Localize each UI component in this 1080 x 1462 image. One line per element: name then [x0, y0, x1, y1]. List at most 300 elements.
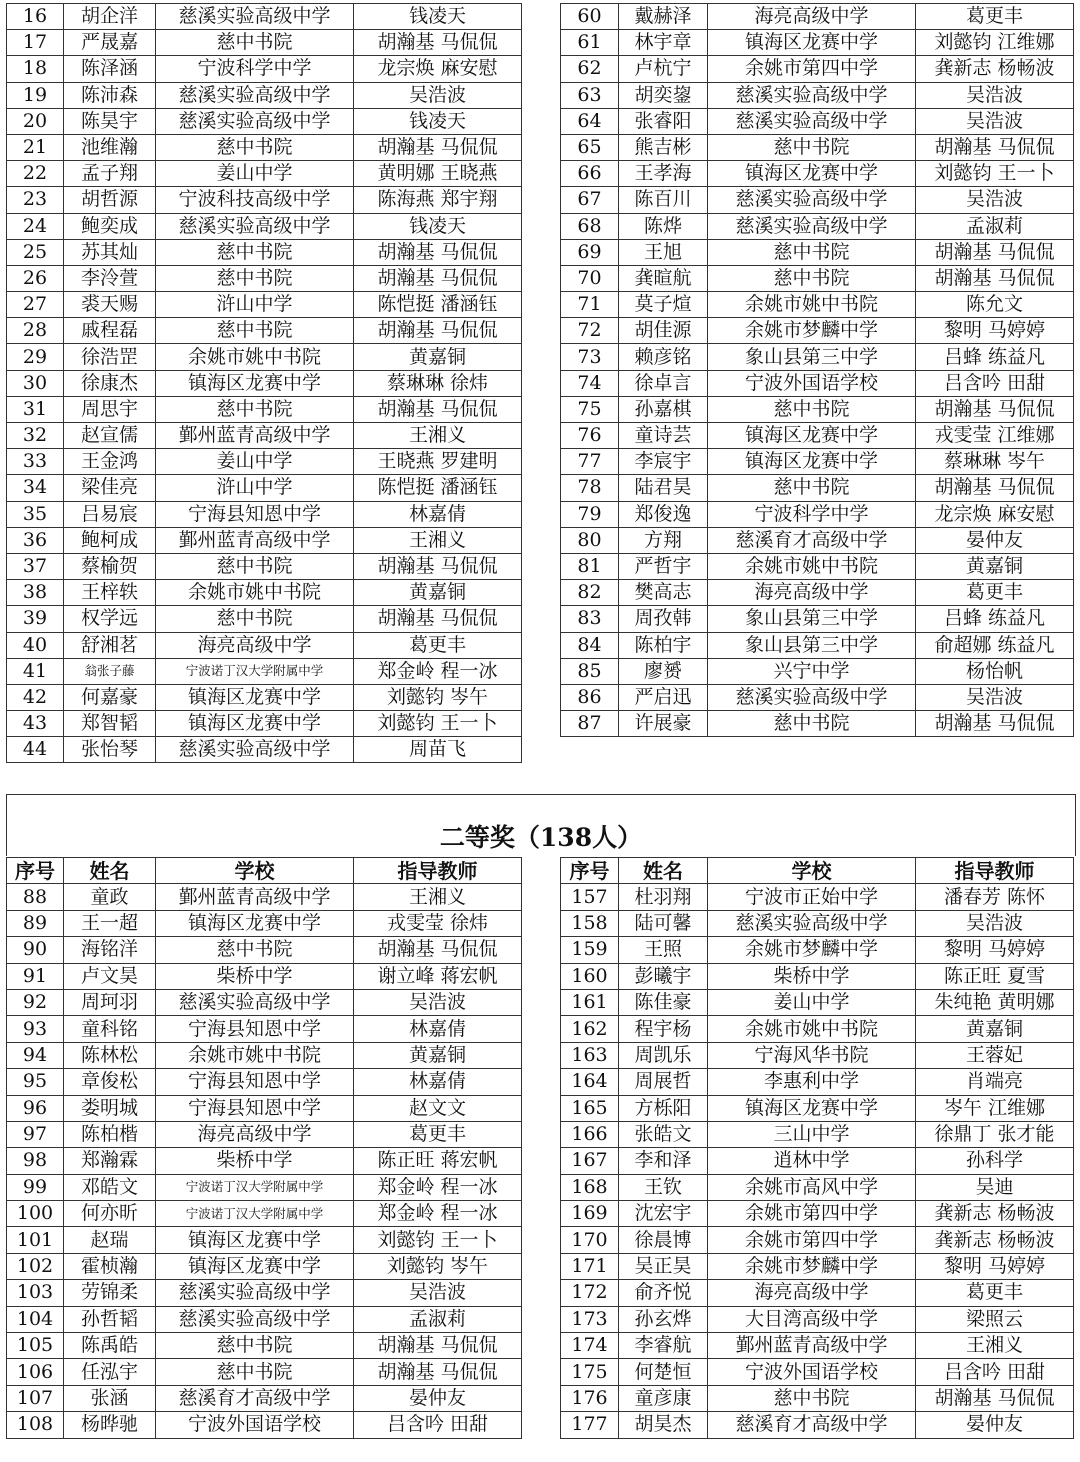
cell-index: 75	[561, 396, 619, 422]
cell-school: 慈中书院	[156, 1359, 354, 1385]
cell-name: 方翔	[619, 527, 708, 553]
cell-school: 姜山中学	[156, 161, 354, 187]
cell-index: 98	[7, 1148, 64, 1174]
table-row	[561, 553, 1074, 579]
table-row	[561, 239, 1074, 265]
cell-teacher: 吕含吟 田甜	[354, 1412, 522, 1438]
cell-name: 陈林松	[64, 1042, 156, 1068]
cell-teacher: 郑金岭 程一冰	[354, 658, 522, 684]
cell-name: 李和泽	[619, 1148, 708, 1174]
cell-name: 吴正昊	[619, 1253, 708, 1279]
cell-index: 103	[7, 1280, 64, 1306]
cell-teacher: 林嘉倩	[354, 501, 522, 527]
cell-school: 鄞州蓝青高级中学	[156, 884, 354, 910]
cell-index: 163	[561, 1042, 619, 1068]
table-row	[561, 1227, 1074, 1253]
cell-teacher: 葛更丰	[354, 1121, 522, 1147]
cell-school: 慈中书院	[708, 475, 916, 501]
cell-school: 镇海区龙赛中学	[156, 1227, 354, 1253]
cell-index: 72	[561, 318, 619, 344]
table-row	[561, 475, 1074, 501]
table-row	[561, 963, 1074, 989]
cell-school: 姜山中学	[708, 989, 916, 1015]
cell-teacher: 胡瀚基 马侃侃	[354, 937, 522, 963]
cell-school: 慈中书院	[156, 30, 354, 56]
cell-teacher: 龙宗焕 麻安慰	[354, 56, 522, 82]
cell-name: 翁张子藤	[64, 658, 156, 684]
table-row	[561, 1042, 1074, 1068]
cell-teacher: 黄嘉铜	[354, 580, 522, 606]
cell-index: 67	[561, 187, 619, 213]
cell-teacher: 郑金岭 程一冰	[354, 1174, 522, 1200]
cell-school: 镇海区龙赛中学	[156, 711, 354, 737]
cell-index: 90	[7, 937, 64, 963]
cell-index: 102	[7, 1253, 64, 1279]
cell-teacher: 陈正旺 蒋宏帆	[354, 1148, 522, 1174]
first-prize-table-right	[560, 3, 1074, 737]
cell-teacher: 黄明娜 王晓燕	[354, 161, 522, 187]
cell-teacher: 刘懿钧 江维娜	[916, 30, 1074, 56]
cell-index: 100	[7, 1201, 64, 1227]
cell-name: 李泠萱	[64, 265, 156, 291]
cell-index: 106	[7, 1359, 64, 1385]
cell-teacher: 戎雯莹 徐炜	[354, 910, 522, 936]
second-prize-table-left	[6, 857, 522, 1439]
cell-name: 徐康杰	[64, 370, 156, 396]
cell-index: 43	[7, 711, 64, 737]
cell-school: 慈中书院	[708, 265, 916, 291]
table-row	[561, 580, 1074, 606]
cell-teacher: 岑午 江维娜	[916, 1095, 1074, 1121]
table-row	[561, 1095, 1074, 1121]
cell-school: 浒山中学	[156, 292, 354, 318]
cell-index: 95	[7, 1069, 64, 1095]
cell-teacher: 吴浩波	[916, 684, 1074, 710]
cell-index: 175	[561, 1359, 619, 1385]
cell-teacher: 胡瀚基 马侃侃	[354, 606, 522, 632]
cell-index: 79	[561, 501, 619, 527]
cell-name: 陈昊宇	[64, 108, 156, 134]
cell-teacher: 徐鼎丁 张才能	[916, 1121, 1074, 1147]
cell-index: 80	[561, 527, 619, 553]
cell-name: 徐卓言	[619, 370, 708, 396]
header-teacher: 指导教师	[354, 858, 522, 884]
table-row	[7, 134, 522, 160]
table-row	[7, 30, 522, 56]
cell-school: 镇海区龙赛中学	[156, 370, 354, 396]
cell-index: 62	[561, 56, 619, 82]
cell-school: 慈中书院	[156, 134, 354, 160]
cell-name: 童科铭	[64, 1016, 156, 1042]
cell-index: 83	[561, 606, 619, 632]
header-name: 姓名	[619, 858, 708, 884]
cell-teacher: 王湘义	[354, 423, 522, 449]
cell-index: 73	[561, 344, 619, 370]
cell-school: 宁海风华书院	[708, 1042, 916, 1068]
table-row	[7, 449, 522, 475]
cell-index: 61	[561, 30, 619, 56]
cell-index: 17	[7, 30, 64, 56]
cell-name: 徐浩罡	[64, 344, 156, 370]
cell-index: 31	[7, 396, 64, 422]
table-row	[561, 1280, 1074, 1306]
cell-name: 沈宏宇	[619, 1201, 708, 1227]
cell-school: 余姚市第四中学	[708, 1201, 916, 1227]
cell-index: 87	[561, 711, 619, 737]
cell-name: 陈百川	[619, 187, 708, 213]
table-row	[561, 292, 1074, 318]
cell-school: 慈中书院	[156, 553, 354, 579]
cell-index: 64	[561, 108, 619, 134]
cell-index: 65	[561, 134, 619, 160]
cell-school: 余姚市姚中书院	[708, 553, 916, 579]
cell-teacher: 胡瀚基 马侃侃	[354, 265, 522, 291]
cell-name: 周凯乐	[619, 1042, 708, 1068]
cell-index: 89	[7, 910, 64, 936]
cell-index: 63	[561, 82, 619, 108]
table-body	[561, 884, 1074, 1438]
cell-name: 许展豪	[619, 711, 708, 737]
table-row	[7, 1069, 522, 1095]
cell-name: 童诗芸	[619, 423, 708, 449]
cell-teacher: 晏仲友	[916, 527, 1074, 553]
cell-teacher: 王蓉妃	[916, 1042, 1074, 1068]
cell-index: 29	[7, 344, 64, 370]
table-row	[7, 937, 522, 963]
table-row	[7, 1280, 522, 1306]
cell-teacher: 刘懿钧 岑午	[354, 684, 522, 710]
cell-teacher: 周苗飞	[354, 737, 522, 763]
cell-index: 21	[7, 134, 64, 160]
table-row	[561, 937, 1074, 963]
cell-teacher: 林嘉倩	[354, 1016, 522, 1042]
cell-name: 郑智韬	[64, 711, 156, 737]
table-row	[7, 56, 522, 82]
table-row	[561, 344, 1074, 370]
cell-school: 宁波科学中学	[156, 56, 354, 82]
cell-school: 余姚市第四中学	[708, 56, 916, 82]
cell-school: 余姚市姚中书院	[156, 344, 354, 370]
cell-name: 龚暄航	[619, 265, 708, 291]
cell-teacher: 胡瀚基 马侃侃	[354, 1333, 522, 1359]
cell-name: 周展哲	[619, 1069, 708, 1095]
table-row	[561, 4, 1074, 30]
cell-index: 107	[7, 1385, 64, 1411]
cell-school: 慈溪实验高级中学	[156, 737, 354, 763]
table-row	[7, 1016, 522, 1042]
cell-teacher: 肖端亮	[916, 1069, 1074, 1095]
table-row	[561, 396, 1074, 422]
cell-school: 慈中书院	[708, 396, 916, 422]
cell-school: 李惠利中学	[708, 1069, 916, 1095]
table-row	[7, 606, 522, 632]
cell-index: 162	[561, 1016, 619, 1042]
table-row	[7, 187, 522, 213]
table-row	[7, 553, 522, 579]
cell-name: 孙玄烨	[619, 1306, 708, 1332]
cell-index: 22	[7, 161, 64, 187]
table-row	[7, 1121, 522, 1147]
cell-name: 李睿航	[619, 1333, 708, 1359]
cell-school: 慈溪实验高级中学	[708, 213, 916, 239]
cell-teacher: 胡瀚基 马侃侃	[916, 134, 1074, 160]
cell-index: 27	[7, 292, 64, 318]
table-body	[561, 4, 1074, 737]
cell-school: 余姚市姚中书院	[708, 292, 916, 318]
cell-teacher: 胡瀚基 马侃侃	[916, 475, 1074, 501]
cell-index: 177	[561, 1412, 619, 1438]
table-row	[561, 1069, 1074, 1095]
cell-name: 陈佳豪	[619, 989, 708, 1015]
cell-index: 88	[7, 884, 64, 910]
cell-school: 宁波外国语学校	[708, 370, 916, 396]
cell-teacher: 吴浩波	[916, 910, 1074, 936]
cell-teacher: 胡瀚基 马侃侃	[916, 239, 1074, 265]
cell-index: 173	[561, 1306, 619, 1332]
table-row	[561, 632, 1074, 658]
table-row	[7, 989, 522, 1015]
cell-index: 96	[7, 1095, 64, 1121]
table-row	[7, 658, 522, 684]
cell-school: 象山县第三中学	[708, 344, 916, 370]
cell-school: 慈溪育才高级中学	[156, 1385, 354, 1411]
cell-index: 86	[561, 684, 619, 710]
header-name: 姓名	[64, 858, 156, 884]
cell-index: 164	[561, 1069, 619, 1095]
cell-index: 99	[7, 1174, 64, 1200]
table-row	[7, 1174, 522, 1200]
cell-school: 慈中书院	[156, 1333, 354, 1359]
cell-school: 慈中书院	[708, 134, 916, 160]
cell-index: 104	[7, 1306, 64, 1332]
table-row	[7, 501, 522, 527]
cell-name: 王一超	[64, 910, 156, 936]
table-row	[561, 910, 1074, 936]
cell-name: 张怡琴	[64, 737, 156, 763]
cell-name: 熊吉彬	[619, 134, 708, 160]
first-prize-table-left	[6, 3, 522, 763]
cell-teacher: 刘懿钧 王一卜	[354, 711, 522, 737]
table-row	[7, 370, 522, 396]
table-row	[7, 318, 522, 344]
cell-index: 91	[7, 963, 64, 989]
cell-teacher: 戎雯莹 江维娜	[916, 423, 1074, 449]
cell-teacher: 钱凌天	[354, 4, 522, 30]
cell-teacher: 黄嘉铜	[916, 553, 1074, 579]
cell-index: 93	[7, 1016, 64, 1042]
cell-teacher: 钱凌天	[354, 213, 522, 239]
cell-school: 宁波外国语学校	[708, 1359, 916, 1385]
cell-teacher: 孙科学	[916, 1148, 1074, 1174]
cell-index: 172	[561, 1280, 619, 1306]
cell-index: 70	[561, 265, 619, 291]
cell-name: 王钦	[619, 1174, 708, 1200]
cell-school: 慈中书院	[156, 239, 354, 265]
cell-school: 镇海区龙赛中学	[156, 1253, 354, 1279]
table-row	[7, 1227, 522, 1253]
cell-school: 余姚市高风中学	[708, 1174, 916, 1200]
cell-school: 海亮高级中学	[708, 1280, 916, 1306]
cell-school: 海亮高级中学	[708, 4, 916, 30]
cell-school: 慈溪实验高级中学	[156, 82, 354, 108]
cell-school: 慈中书院	[156, 606, 354, 632]
cell-teacher: 胡瀚基 马侃侃	[916, 1385, 1074, 1411]
cell-name: 戚程磊	[64, 318, 156, 344]
cell-school: 姜山中学	[156, 449, 354, 475]
cell-teacher: 胡瀚基 马侃侃	[354, 318, 522, 344]
cell-school: 镇海区龙赛中学	[708, 1095, 916, 1121]
cell-name: 海铭洋	[64, 937, 156, 963]
cell-name: 严哲宇	[619, 553, 708, 579]
cell-name: 胡企洋	[64, 4, 156, 30]
cell-school: 慈溪育才高级中学	[708, 527, 916, 553]
cell-teacher: 王湘义	[354, 884, 522, 910]
cell-teacher: 吴浩波	[916, 82, 1074, 108]
cell-school: 宁海县知恩中学	[156, 1016, 354, 1042]
cell-name: 程宇杨	[619, 1016, 708, 1042]
cell-school: 镇海区龙赛中学	[708, 161, 916, 187]
cell-school: 慈中书院	[708, 711, 916, 737]
cell-name: 孙哲韬	[64, 1306, 156, 1332]
table-row	[7, 684, 522, 710]
cell-name: 赵瑞	[64, 1227, 156, 1253]
cell-index: 39	[7, 606, 64, 632]
table-row	[561, 1359, 1074, 1385]
table-row	[7, 292, 522, 318]
cell-name: 方栎阳	[619, 1095, 708, 1121]
cell-index: 105	[7, 1333, 64, 1359]
cell-teacher: 朱纯艳 黄明娜	[916, 989, 1074, 1015]
cell-teacher: 赵文文	[354, 1095, 522, 1121]
table-row	[7, 423, 522, 449]
cell-school: 海亮高级中学	[156, 1121, 354, 1147]
cell-teacher: 胡瀚基 马侃侃	[354, 239, 522, 265]
cell-teacher: 陈海燕 郑宇翔	[354, 187, 522, 213]
table-row	[561, 684, 1074, 710]
cell-school: 余姚市姚中书院	[156, 580, 354, 606]
cell-teacher: 潘春芳 陈怀	[916, 884, 1074, 910]
table-row	[7, 884, 522, 910]
cell-name: 赵宣儒	[64, 423, 156, 449]
cell-teacher: 黎明 马婷婷	[916, 937, 1074, 963]
table-row	[561, 1201, 1074, 1227]
cell-teacher: 陈正旺 夏雪	[916, 963, 1074, 989]
table-row	[7, 580, 522, 606]
cell-name: 张皓文	[619, 1121, 708, 1147]
cell-name: 梁佳亮	[64, 475, 156, 501]
table-row	[561, 1333, 1074, 1359]
cell-teacher: 胡瀚基 马侃侃	[354, 1359, 522, 1385]
table-row	[7, 632, 522, 658]
table-row	[7, 711, 522, 737]
table-row	[561, 1174, 1074, 1200]
cell-teacher: 葛更丰	[916, 1280, 1074, 1306]
cell-teacher: 胡瀚基 马侃侃	[916, 265, 1074, 291]
cell-name: 胡奕鋆	[619, 82, 708, 108]
table-row	[7, 1306, 522, 1332]
cell-teacher: 晏仲友	[916, 1412, 1074, 1438]
cell-index: 68	[561, 213, 619, 239]
cell-name: 徐晨博	[619, 1227, 708, 1253]
table-header	[7, 858, 522, 884]
table-row	[7, 108, 522, 134]
cell-name: 吕易宸	[64, 501, 156, 527]
cell-name: 何亦昕	[64, 1201, 156, 1227]
cell-index: 167	[561, 1148, 619, 1174]
cell-teacher: 龚新志 杨畅波	[916, 1201, 1074, 1227]
cell-name: 鲍柯成	[64, 527, 156, 553]
cell-name: 戴赫泽	[619, 4, 708, 30]
table-row	[7, 396, 522, 422]
cell-name: 严晟嘉	[64, 30, 156, 56]
cell-index: 160	[561, 963, 619, 989]
cell-index: 85	[561, 658, 619, 684]
cell-name: 王梓轶	[64, 580, 156, 606]
cell-index: 97	[7, 1121, 64, 1147]
table-row	[561, 1385, 1074, 1411]
table-row	[7, 527, 522, 553]
cell-name: 杨晔驰	[64, 1412, 156, 1438]
cell-school: 兴宁中学	[708, 658, 916, 684]
cell-teacher: 吴浩波	[916, 187, 1074, 213]
cell-index: 26	[7, 265, 64, 291]
cell-index: 60	[561, 4, 619, 30]
cell-name: 王旭	[619, 239, 708, 265]
cell-teacher: 胡瀚基 马侃侃	[354, 553, 522, 579]
cell-index: 166	[561, 1121, 619, 1147]
cell-name: 周珂羽	[64, 989, 156, 1015]
cell-name: 胡哲源	[64, 187, 156, 213]
cell-school: 慈溪实验高级中学	[708, 187, 916, 213]
cell-name: 樊高志	[619, 580, 708, 606]
cell-index: 174	[561, 1333, 619, 1359]
cell-school: 柴桥中学	[156, 963, 354, 989]
cell-school: 柴桥中学	[156, 1148, 354, 1174]
cell-index: 36	[7, 527, 64, 553]
cell-school: 慈溪实验高级中学	[708, 108, 916, 134]
cell-name: 娄明城	[64, 1095, 156, 1121]
table-row	[7, 344, 522, 370]
cell-name: 霍桢瀚	[64, 1253, 156, 1279]
cell-school: 余姚市梦麟中学	[708, 1253, 916, 1279]
cell-teacher: 吴迪	[916, 1174, 1074, 1200]
table-row	[7, 213, 522, 239]
cell-name: 张睿阳	[619, 108, 708, 134]
cell-teacher: 胡瀚基 马侃侃	[916, 396, 1074, 422]
cell-school: 宁波诺丁汉大学附属中学	[156, 1174, 354, 1200]
table-row	[7, 1412, 522, 1438]
cell-name: 章俊松	[64, 1069, 156, 1095]
cell-teacher: 葛更丰	[916, 580, 1074, 606]
cell-teacher: 王湘义	[916, 1333, 1074, 1359]
cell-school: 慈溪实验高级中学	[156, 989, 354, 1015]
cell-name: 杜羽翔	[619, 884, 708, 910]
cell-index: 157	[561, 884, 619, 910]
table-body	[7, 4, 522, 763]
cell-school: 海亮高级中学	[156, 632, 354, 658]
cell-teacher: 胡瀚基 马侃侃	[354, 30, 522, 56]
cell-school: 鄞州蓝青高级中学	[156, 423, 354, 449]
cell-name: 池维瀚	[64, 134, 156, 160]
cell-school: 镇海区龙赛中学	[708, 30, 916, 56]
table-row	[7, 1148, 522, 1174]
cell-index: 33	[7, 449, 64, 475]
table-row	[561, 370, 1074, 396]
cell-school: 余姚市梦麟中学	[708, 937, 916, 963]
cell-index: 101	[7, 1227, 64, 1253]
cell-name: 权学远	[64, 606, 156, 632]
cell-teacher: 蔡琳琳 岑午	[916, 449, 1074, 475]
